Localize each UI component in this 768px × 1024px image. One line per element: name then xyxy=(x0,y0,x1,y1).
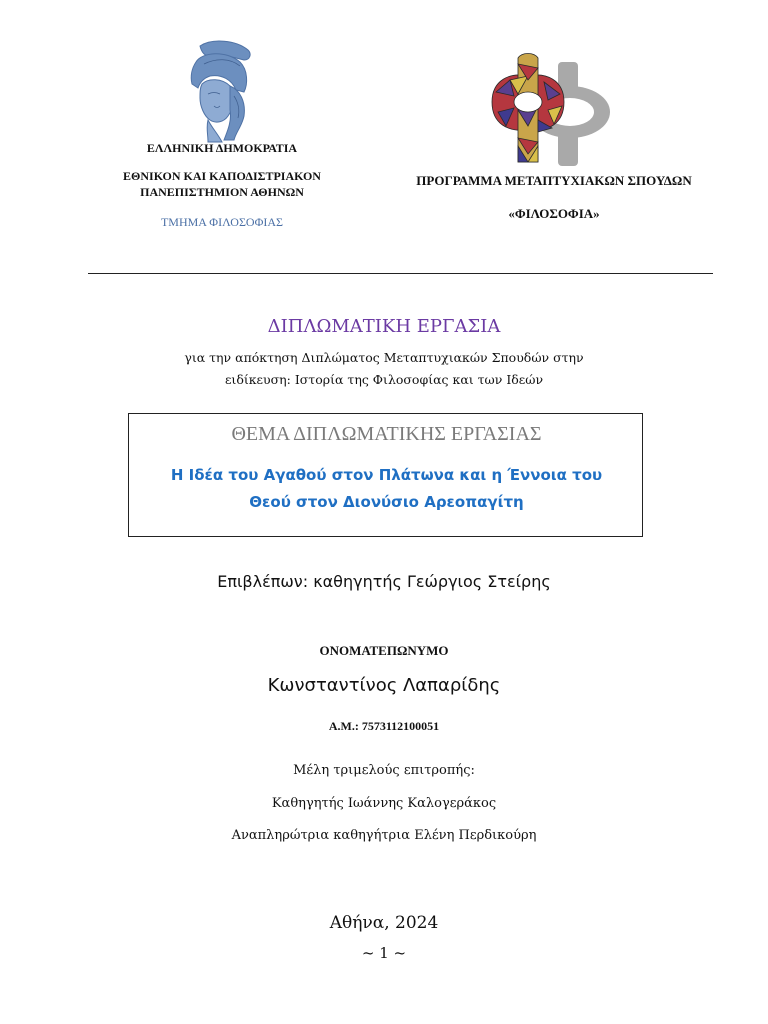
university-name-line1: ΕΘΝΙΚΟΝ ΚΑΙ ΚΑΠΟΔΙΣΤΡΙΑΚΟΝ xyxy=(123,169,321,183)
thesis-subtitle xyxy=(130,347,638,391)
phi-logo-icon xyxy=(488,50,616,168)
programme-label: ΠΡΟΓΡΑΜΜΑ ΜΕΤΑΠΤΥΧΙΑΚΩΝ ΣΠΟΥΔΩΝ xyxy=(416,173,692,188)
university-name-line2: ΠΑΝΕΠΙΣΤΗΜΙΟΝ ΑΘΗΝΩΝ xyxy=(140,185,304,199)
topic-line1: Η Ιδέα του Αγαθού στον Πλάτωνα και η Έννοια του xyxy=(170,466,603,484)
republic-label: ΕΛΛΗΝΙΚΗ ΔΗΜΟΚΡΑΤΙΑ xyxy=(146,141,298,155)
page-number: ~ 1 ~ xyxy=(361,944,407,962)
topic-line2: Θεού στον Διονύσιο Αρεοπαγίτη xyxy=(249,493,524,511)
university-logo-icon xyxy=(178,40,256,144)
subtitle-line1: για την απόκτηση Διπλώματος Μεταπτυχιακών Σπουδών στην xyxy=(184,350,584,365)
topic-box xyxy=(128,413,643,537)
committee-label: Μέλη τριμελούς επιτροπής: xyxy=(293,763,475,778)
committee-member-2: Αναπληρώτρια καθηγήτρια Ελένη Περδικούρη xyxy=(231,828,537,843)
place-date: Αθήνα, 2024 xyxy=(329,913,439,933)
subtitle-line2: ειδίκευση: Ιστορία της Φιλοσοφίας και των Ιδεών xyxy=(224,372,544,387)
committee-member-1: Καθηγητής Ιωάννης Καλογεράκος xyxy=(271,796,497,811)
header-divider xyxy=(88,273,713,274)
topic-text xyxy=(149,462,624,516)
programme-name: «ΦΙΛΟΣΟΦΙΑ» xyxy=(508,206,600,221)
thesis-title: ΔΙΠΛΩΜΑΤΙΚΗ ΕΡΓΑΣΙΑ xyxy=(267,316,501,337)
student-id: Α.Μ.: 7573112100051 xyxy=(328,719,440,733)
student-name: Κωνσταντίνος Λαπαρίδης xyxy=(267,675,501,696)
name-label: ΟΝΟΜΑΤΕΠΩΝΥΜΟ xyxy=(319,643,449,658)
topic-heading: ΘΕΜΑ ΔΙΠΛΩΜΑΤΙΚΗΣ ΕΡΓΑΣΙΑΣ xyxy=(231,423,542,445)
supervisor-line: Επιβλέπων: καθηγητής Γεώργιος Στείρης xyxy=(217,572,551,591)
department-label: ΤΜΗΜΑ ΦΙΛΟΣΟΦΙΑΣ xyxy=(160,215,284,229)
